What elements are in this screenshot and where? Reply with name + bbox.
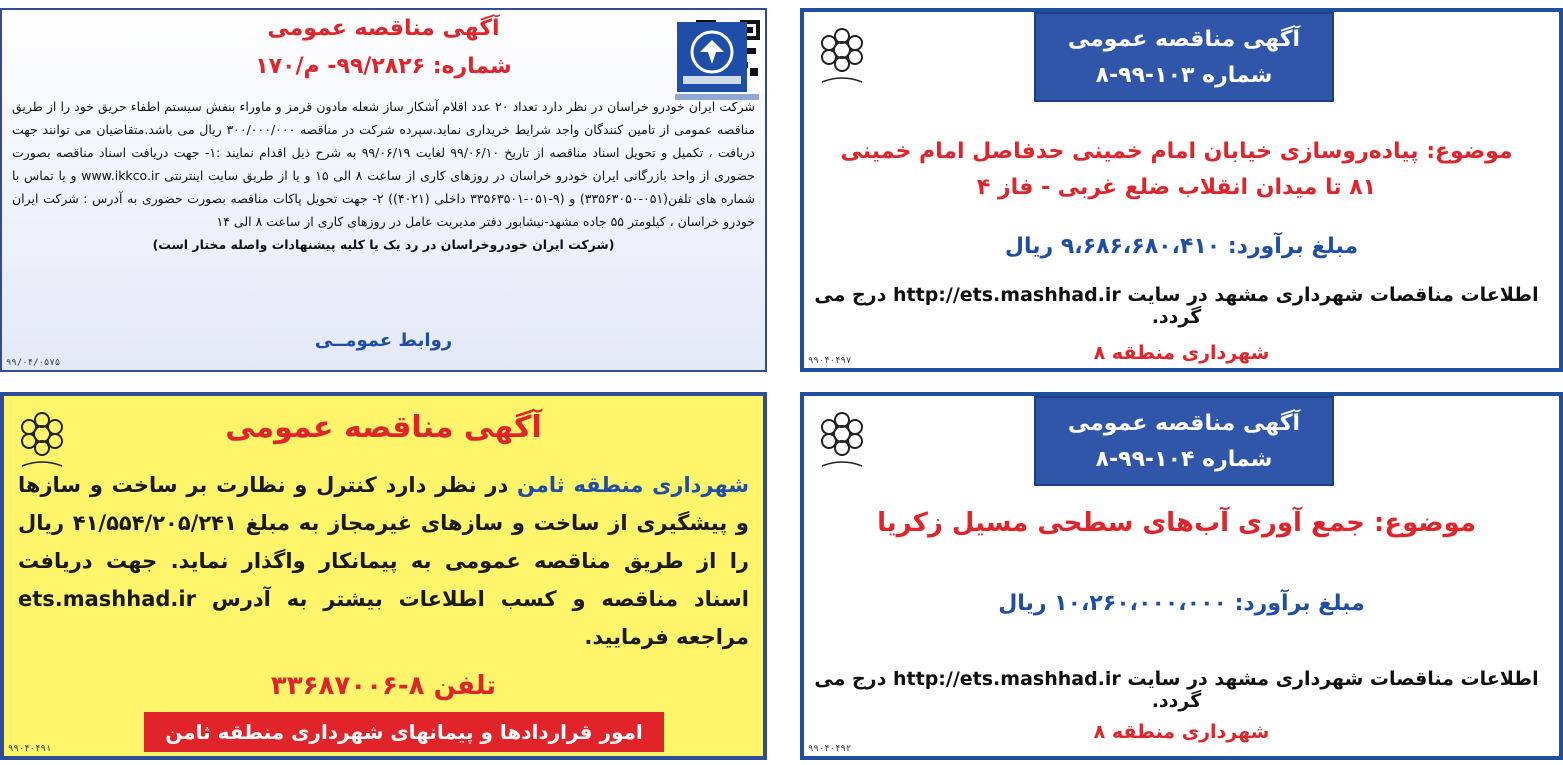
mashhad-municipality-logo-icon: [812, 406, 872, 476]
tender-104-amount: مبلغ برآورد: ۱۰،۲۶۰،۰۰۰،۰۰۰ ریال: [998, 591, 1365, 616]
tender-104-code: ۹۹۰۴۰۴۹۲: [808, 744, 852, 754]
ikco-logo-icon: [675, 22, 759, 102]
ikco-body: [12, 95, 755, 256]
tender-104-header: [1034, 396, 1334, 486]
tender-104-header-number: شماره ۱۰۴-۹۹-۸: [1095, 447, 1273, 472]
tender-104-info: اطلاعات مناقصات شهرداری مشهد در سایت http://ets.mashhad.ir درج می گردد.: [814, 668, 1539, 712]
samen-code: ۹۹۰۴۰۴۹۱: [8, 744, 52, 754]
tender-104-subject: موضوع: جمع آوری آب‌های سطحی مسیل زکریا: [877, 508, 1476, 538]
ikco-note: (شرکت ایران خودروخراسان در رد یک یا کلیه پیشنهادات واصله مختار است): [152, 237, 615, 252]
samen-body-text: در نظر دارد کنترل و نظارت بر ساخت و سازها و پیشگیری از ساخت و سازهای غیرمجاز به مبلغ ۴۱/۵۵۴/۲۰۵/۲۴۱ ریال را از طریق مناقصه عمومی به پیمانکار واگذار نماید. جهت دریافت اسناد مناقصه و کسب اطلاعات بیشتر به آدرس ets.mashhad.ir مراجعه فرمایید.: [18, 473, 749, 649]
tender-103-amount: مبلغ برآورد: ۹،۶۸۶،۶۸۰،۴۱۰ ریال: [1004, 234, 1359, 259]
tender-103-municipality: شهرداری منطقه ۸: [1093, 342, 1270, 364]
samen-tender-ad: [0, 392, 767, 760]
samen-body-lead: شهرداری منطقه ثامن: [517, 473, 749, 497]
tender-103-subject-line1: موضوع: پیاده‌روسازی خیابان امام خمینی حدفاصل امام خمینی: [840, 139, 1513, 164]
tender-104-ad: [800, 392, 1563, 760]
tender-103-ad: [800, 8, 1563, 372]
ikco-body-text: شرکت ایران خودرو خراسان در نظر دارد تعداد ۲۰ عدد اقلام آشکار ساز شعله مادون قرمز و ماوراء بنفش سیستم اطفاء حریق خود را از طریق مناقصه عمومی از تامین کنندگان واجد شرایط خریداری نماید.سپرده شرکت در مناقصه ۳۰۰/۰۰۰/۰۰۰ ریال می باشد.متقاضیان می توانند جهت دریافت ، تکمیل و تحویل اسناد مناقصه از تاریخ ۹۹/۰۶/۱۰ لغایت ۹۹/۰۶/۱۹ به شرح ذیل اقدام نمایند :۱- جهت دریافت اسناد مناقصه بصورت حضوری از واحد بازرگانی ایران خودرو خراسان در روزهای کاری از ساعت ۸ الی ۱۵ و یا از طریق سایت اینترنتی www.ikkco.ir و یا تماس با شماره های تلفن(۰۵۱-۳۳۵۶۳۰۵۰) و (۹-۰۵۱-۳۳۵۶۳۵۰۱ داخلی (۴۰۲۱)) ۲- جهت تحویل پاکات مناقصه بصورت حضوری به آدرس : شرکت ایران خودرو خراسان ، کیلومتر ۵۵ جاده مشهد-نیشابور دفتر مدیریت عامل در روزهای کاری از ساعت ۸ الی ۱۴: [12, 99, 756, 229]
tender-103-subject-line2: ۸۱ تا میدان انقلاب ضلع غربی - فاز ۴: [976, 175, 1377, 200]
tender-103-code: ۹۹۰۴۰۴۹۷: [808, 356, 852, 366]
mashhad-municipality-logo-icon: [812, 22, 872, 92]
tender-103-header-title: آگهی مناقصه عمومی: [1067, 27, 1301, 52]
samen-title: آگهی مناقصه عمومی: [225, 410, 542, 445]
samen-footer: امور قراردادها و پیمانهای شهرداری منطقه ثامن: [144, 712, 664, 752]
ikco-title: آگهی مناقصه عمومی: [267, 16, 500, 41]
tender-103-header: [1034, 12, 1334, 102]
ikco-number: شماره: ۹۹/۲۸۲۶- م/۱۷۰: [255, 54, 512, 79]
ikco-signature: روابط عمومــی: [314, 330, 453, 351]
samen-body: [18, 466, 749, 656]
samen-phone: تلفن ۸-۳۳۶۸۷۰۰۶: [270, 671, 497, 701]
tender-103-subject: [804, 134, 1549, 206]
tender-103-header-number: شماره ۱۰۳-۹۹-۸: [1095, 63, 1273, 88]
ikco-tender-ad: [0, 8, 767, 372]
tender-104-municipality: شهرداری منطقه ۸: [1093, 721, 1270, 743]
tender-103-info: اطلاعات مناقصات شهرداری مشهد در سایت http://ets.mashhad.ir درج می گردد.: [814, 284, 1539, 328]
ikco-code: ۹۹/۰۴/۰۵۷۵: [6, 358, 61, 368]
tender-104-header-title: آگهی مناقصه عمومی: [1067, 411, 1301, 436]
